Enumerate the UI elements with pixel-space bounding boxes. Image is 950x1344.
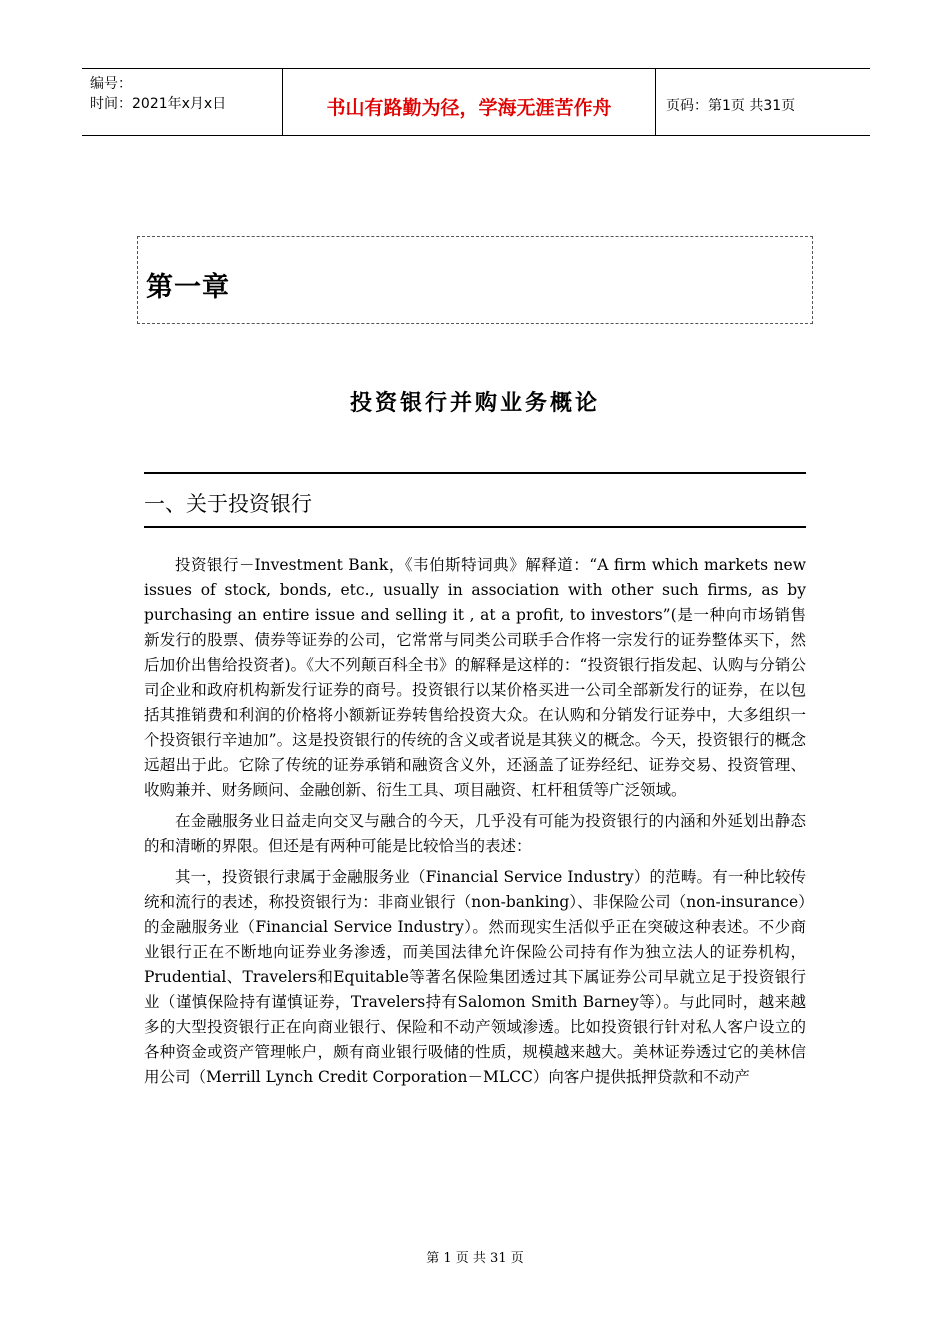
chapter-title: 第一章 <box>146 272 230 303</box>
section-rule-bottom <box>144 526 806 528</box>
section-rule-top <box>144 472 806 474</box>
header-motto: 书山有路勤为径，学海无涯苦作舟 <box>326 97 612 119</box>
paragraph: 在金融服务业日益走向交叉与融合的今天，几乎没有可能为投资银行的内涵和外延划出静态的和清晰的界限。但还是有两种可能是比较恰当的表述： <box>144 812 806 855</box>
header-page-cell <box>656 69 870 135</box>
page-footer: 第 1 页 共 31 页 <box>426 1251 524 1266</box>
header-page-number: 页码：第1页 共31页 <box>666 98 796 114</box>
paragraph: 其一，投资银行隶属于金融服务业（Financial Service Industry）的范畴。有一种比较传统和流行的表述，称投资银行为：非商业银行（non-banking）、非保险公司（non-insurance）的金融服务业（Financial Service Industry）。然而现实生活似乎正在突破这种表述。不少商业银行正在不断地向证券业务渗透，而美国法律允许保险公司持有作为独立法人的证券机构，Prudential、Travelers和Equitable等著名保险集团透过其下属证券公司早就立足于投资银行业（谨慎保险持有谨慎证券，Travelers持有Salomon Smith Barney等）。与此同时，越来越多的大型投资银行正在向商业银行、保险和不动产领域渗透。比如投资银行针对私人客户设立的各种资金或资产管理帐户，颇有商业银行吸储的性质，规模越来越大。美林证券透过它的美林信用公司（Merrill Lynch Credit Corporation－MLCC）向客户提供抵押贷款和不动产 <box>144 868 806 1086</box>
chapter-box <box>137 236 813 324</box>
paragraph: 投资银行－Investment Bank，《韦伯斯特词典》解释道：“A firm which markets new issues of stock, bonds, etc., usually in association with other such firms, as by purchasing an entire issue and selling it , at a profit, to investors”(是一种向市场销售新发行的股票、债券等证券的公司，它常常与同类公司联手合作将一宗发行的证券整体买下，然后加价出售给投资者)。《大不列颠百科全书》的解释是这样的：“投资银行指发起、认购与分销公司企业和政府机构新发行证券的商号。投资银行以某价格买进一公司全部新发行的证券，在以包括其推销费和利润的价格将小额新证券转售给投资大众。在认购和分销发行证券中，大多组织一个投资银行辛迪加”。这是投资银行的传统的含义或者说是其狭义的概念。今天，投资银行的概念远超出于此。它除了传统的证券承销和融资含义外，还涵盖了证券经纪、证券交易、投资管理、收购兼并、财务顾问、金融创新、衍生工具、项目融资、杠杆租赁等广泛领域。 <box>144 556 806 799</box>
header-table <box>82 68 870 136</box>
document-body <box>144 553 806 1096</box>
document-date-label: 时间：2021年x月x日 <box>90 96 227 112</box>
document-number-label: 编号： <box>90 76 132 92</box>
header-motto-cell <box>282 69 656 135</box>
document-title: 投资银行并购业务概论 <box>349 391 600 416</box>
header-info-cell <box>82 69 282 135</box>
section-title: 一、关于投资银行 <box>144 492 312 516</box>
